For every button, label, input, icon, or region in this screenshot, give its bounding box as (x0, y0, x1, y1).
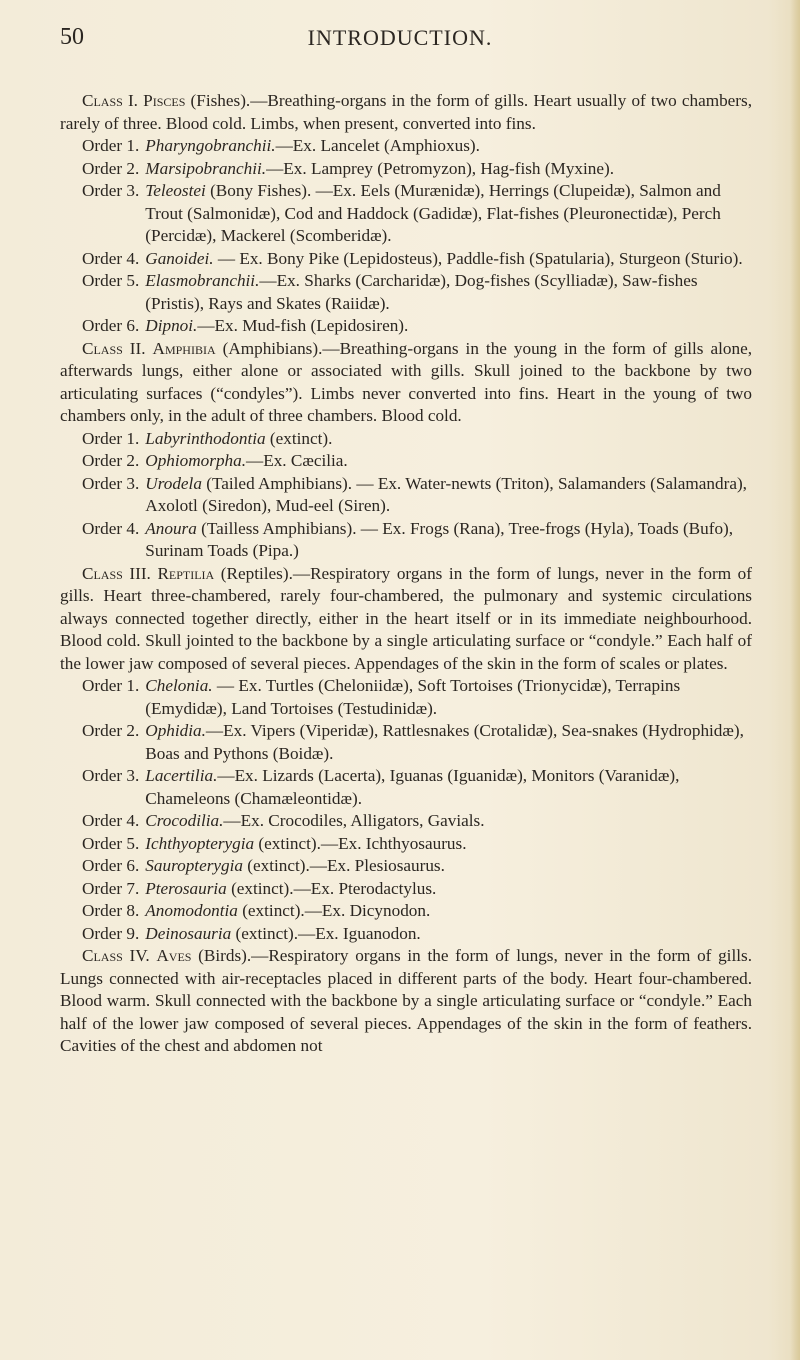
order-text (139, 180, 752, 248)
running-title: INTRODUCTION. (307, 25, 493, 50)
order-taxon: Pterosauria (145, 878, 227, 898)
order-example-marker: (extinct).—Ex. (237, 901, 346, 920)
order-label: Order 5. (82, 833, 140, 853)
class-label: Class I. (82, 91, 138, 110)
order-examples: Plesiosaurus. (350, 856, 445, 875)
order-examples: Pterodactylus. (334, 878, 437, 898)
order-examples: Mud-fish (Lepidosiren). (237, 316, 409, 335)
order-text (139, 923, 752, 946)
order-text (139, 135, 752, 158)
order-text (139, 810, 752, 833)
order-example-marker: —Ex. (205, 721, 247, 740)
order-entry (60, 450, 752, 473)
order-example-marker: (extinct).—Ex. (254, 833, 362, 853)
order-taxon: Dipnoi. (145, 316, 198, 335)
order-example-marker: —Ex. (197, 316, 238, 335)
order-taxon: Chelonia. (145, 676, 213, 695)
order-examples: Vipers (Viperidæ), Rattlesnakes (Crotalidæ), Sea-snakes (Hydrophidæ), Boas and Pythons (Boidæ). (145, 721, 744, 763)
order-entry (60, 923, 752, 946)
order-text (139, 248, 752, 271)
order-text (139, 720, 752, 765)
class-description: (Fishes).—Breathing-organs in the form of gills. Heart usually of two chambers, rarely of three. Blood cold. Limbs, when present, converted into fins. (60, 91, 752, 133)
order-entry (60, 248, 752, 271)
order-taxon: Ophidia. (145, 721, 206, 740)
order-taxon: Crocodilia. (145, 811, 224, 830)
order-label: Order 3. (82, 766, 140, 785)
order-label: Order 6. (82, 316, 140, 335)
order-examples: Bony Pike (Lepidosteus), Paddle-fish (Spatularia), Sturgeon (Sturio). (262, 248, 743, 268)
order-example-marker: —Ex. (275, 136, 317, 155)
order-example-marker: — Ex. (212, 676, 262, 695)
order-taxon: Anoura (145, 518, 197, 538)
order-label: Order 3. (82, 181, 140, 200)
order-entry (60, 135, 752, 158)
order-entry (60, 428, 752, 451)
order-entry (60, 765, 752, 810)
order-examples: Eels (Murænidæ), Herrings (Clupeidæ), Salmon and Trout (Salmonidæ), Cod and Haddock (Gadidæ), Flat-fishes (Pleuronectidæ), Perch (Percidæ), Mackerel (Scomberidæ). (145, 181, 721, 245)
order-taxon: Labyrinthodontia (145, 428, 266, 448)
class-paragraph (60, 338, 752, 428)
order-entry (60, 675, 752, 720)
order-example-marker: (Tailless Amphibians). — Ex. (196, 518, 406, 538)
class-label: Class II. (82, 338, 146, 358)
order-label: Order 5. (82, 271, 140, 290)
order-example-marker: (Tailed Amphibians). — Ex. (201, 473, 402, 493)
order-entry (60, 833, 752, 856)
order-label: Order 2. (82, 721, 140, 740)
order-label: Order 2. (82, 158, 140, 178)
class-name: Amphibia (152, 338, 216, 358)
class-paragraph (60, 90, 752, 135)
order-label: Order 7. (82, 878, 140, 898)
order-taxon: Pharyngobranchii. (145, 136, 276, 155)
order-taxon: Anomodontia (145, 901, 238, 920)
order-taxon: Sauropterygia (145, 856, 243, 875)
order-text (139, 878, 752, 901)
order-entry (60, 270, 752, 315)
order-text (139, 450, 752, 473)
order-text (139, 765, 752, 810)
class-description: (Amphibians).—Breathing-organs in the young in the form of gills alone, afterwards lungs, either alone or associated with gills. Skull joined to the backbone by two articulating surfaces (“condyles”). Limbs never converted into fins. Heart in the young of two chambers only, in the adult of three chambers. Blood cold. (60, 338, 752, 425)
order-entry (60, 158, 752, 181)
order-examples: Sharks (Carcharidæ), Dog-fishes (Scylliadæ), Saw-fishes (Pristis), Rays and Skates (Raiidæ). (145, 271, 698, 313)
order-examples: Water-newts (Triton), Salamanders (Salamandra), Axolotl (Siredon), Mud-eel (Siren). (145, 473, 747, 515)
order-example-marker: —Ex. (266, 158, 307, 178)
class-paragraph (60, 563, 752, 676)
order-taxon: Marsipobranchii. (145, 158, 267, 178)
class-name: Reptilia (157, 563, 215, 583)
order-taxon: Urodela (145, 473, 202, 493)
order-examples: Crocodiles, Alligators, Gavials. (264, 811, 485, 830)
order-label: Order 4. (82, 811, 140, 830)
order-taxon: Deinosauria (145, 923, 232, 943)
order-examples: Cæcilia. (286, 451, 348, 470)
order-example-marker: —Ex. (259, 271, 300, 290)
order-entry (60, 180, 752, 248)
order-taxon: Ichthyopterygia (145, 833, 255, 853)
order-taxon: Lacertilia. (145, 766, 218, 785)
order-entry (60, 473, 752, 518)
order-label: Order 1. (82, 676, 140, 695)
order-taxon: Ophiomorpha. (145, 451, 247, 470)
order-text (139, 270, 752, 315)
order-examples: Ichthyosaurus. (361, 833, 467, 853)
page-header (60, 18, 740, 58)
order-text (139, 900, 752, 923)
order-examples: (extinct). (265, 428, 333, 448)
class-description: (Reptiles).—Respiratory organs in the form of lungs, never in the form of gills. Heart three-chambered, rarely four-chambered, the pulmonary and systemic circulations always connected together directly, either in the heart itself or in its immediate neighbourhood. Blood cold. Skull jointed to the backbone by a single articulating surface or “condyle.” Each half of the lower jaw composed of several pieces. Appendages of the skin in the form of scales or plates. (60, 563, 753, 673)
order-label: Order 6. (82, 856, 140, 875)
order-taxon: Teleostei (145, 181, 206, 200)
class-paragraph (60, 945, 752, 1058)
order-text (139, 855, 752, 878)
order-label: Order 3. (82, 473, 140, 493)
order-text (139, 158, 752, 181)
order-label: Order 4. (82, 518, 140, 538)
order-example-marker: (extinct).—Ex. (226, 878, 335, 898)
order-example-marker: —Ex. (246, 451, 287, 470)
order-example-marker: — Ex. (213, 248, 263, 268)
order-entry (60, 518, 752, 563)
order-examples: Lamprey (Petromyzon), Hag-fish (Myxine). (306, 158, 615, 178)
order-text (139, 315, 752, 338)
order-entry (60, 810, 752, 833)
order-label: Order 8. (82, 901, 140, 920)
order-entry (60, 315, 752, 338)
order-label: Order 4. (82, 248, 140, 268)
order-label: Order 9. (82, 923, 140, 943)
order-entry (60, 878, 752, 901)
order-examples: Frogs (Rana), Tree-frogs (Hyla), Toads (Bufo), Surinam Toads (Pipa.) (145, 518, 734, 560)
class-description: (Birds).—Respiratory organs in the form of lungs, never in the form of gills. Lungs connected with air-receptacles placed in different parts of the body. Heart four-chambered. Blood warm. Skull connected with the backbone by a single articulating surface or “condyle.” Each half of the lower jaw composed of several pieces. Appendages of the skin in the form of feathers. Cavities of the chest and abdomen not (60, 946, 752, 1055)
order-example-marker: (extinct).—Ex. (231, 923, 339, 943)
page-edge (790, 0, 800, 1360)
order-examples: Lancelet (Amphioxus). (316, 136, 480, 155)
class-label: Class IV. (82, 946, 150, 965)
page-number: 50 (60, 24, 84, 50)
class-name: Aves (156, 946, 192, 965)
order-text (139, 675, 752, 720)
order-taxon: Elasmobranchii. (145, 271, 260, 290)
order-example-marker: (extinct).—Ex. (242, 856, 351, 875)
order-text (139, 473, 752, 518)
order-text (139, 518, 752, 563)
order-text (139, 833, 752, 856)
order-examples: Iguanodon. (338, 923, 421, 943)
order-examples: Turtles (Cheloniidæ), Soft Tortoises (Trionycidæ), Terrapins (Emydidæ), Land Tortoises (Testudinidæ). (145, 676, 681, 718)
order-taxon: Ganoidei. (145, 248, 214, 268)
class-label: Class III. (82, 563, 151, 583)
class-name: Pisces (143, 91, 186, 110)
order-label: Order 2. (82, 451, 140, 470)
order-examples: Dicynodon. (345, 901, 431, 920)
order-examples: Lizards (Lacerta), Iguanas (Iguanidæ), Monitors (Varanidæ), Chameleons (Chamæleontidæ). (145, 766, 680, 808)
order-label: Order 1. (82, 136, 140, 155)
order-example-marker: (Bony Fishes). —Ex. (205, 181, 357, 200)
order-entry (60, 900, 752, 923)
order-example-marker: —Ex. (223, 811, 264, 830)
page-body (60, 90, 752, 1058)
order-text (139, 428, 752, 451)
order-label: Order 1. (82, 428, 140, 448)
order-entry (60, 720, 752, 765)
order-example-marker: —Ex. (217, 766, 258, 785)
order-entry (60, 855, 752, 878)
